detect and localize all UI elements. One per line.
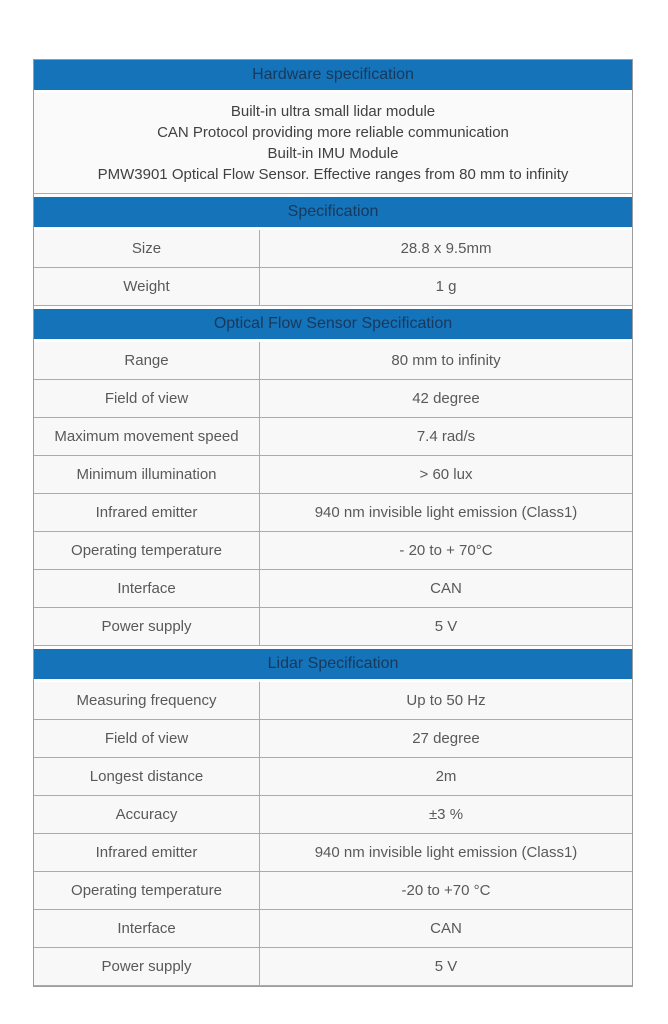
spec-label: Range [34, 342, 260, 379]
specification-table [33, 59, 633, 987]
spec-row [34, 570, 632, 608]
hardware-description-line: Built-in IMU Module [267, 145, 399, 162]
spec-row [34, 720, 632, 758]
spec-label: Power supply [34, 608, 260, 645]
spec-label: Measuring frequency [34, 682, 260, 719]
section-specification [34, 197, 632, 306]
spec-value: -20 to +70 °C [401, 882, 491, 899]
spec-value: - 20 to + 70°C [399, 542, 493, 559]
hardware-description-line: PMW3901 Optical Flow Sensor. Effective ranges from 80 mm to infinity [97, 166, 569, 183]
spec-label: Operating temperature [34, 532, 260, 569]
spec-value: CAN [430, 920, 462, 937]
section-hardware-specification [34, 60, 632, 194]
spec-label: Operating temperature [34, 872, 260, 909]
hardware-description [34, 93, 632, 194]
spec-value: 940 nm invisible light emission (Class1) [314, 504, 578, 521]
spec-label: Maximum movement speed [34, 418, 260, 455]
spec-value: 940 nm invisible light emission (Class1) [314, 844, 578, 861]
spec-label: Infrared emitter [34, 494, 260, 531]
spec-row [34, 948, 632, 986]
spec-row [34, 380, 632, 418]
spec-value: 1 g [435, 278, 457, 295]
spec-row [34, 872, 632, 910]
spec-value: 27 degree [412, 730, 480, 747]
section-optical-flow-sensor-specification [34, 309, 632, 646]
optical-flow-rows [34, 342, 632, 646]
section-lidar-specification [34, 649, 632, 986]
spec-value: 5 V [434, 958, 458, 975]
spec-row [34, 268, 632, 306]
spec-label: Size [34, 230, 260, 267]
spec-row [34, 418, 632, 456]
section-header-lidar-specification: Lidar Specification [34, 649, 632, 679]
spec-label: Infrared emitter [34, 834, 260, 871]
spec-row [34, 834, 632, 872]
spec-label: Power supply [34, 948, 260, 985]
hardware-description-line: CAN Protocol providing more reliable communication [157, 124, 509, 141]
section-header-hardware-specification: Hardware specification [34, 60, 632, 90]
spec-label: Weight [34, 268, 260, 305]
spec-label: Minimum illumination [34, 456, 260, 493]
spec-value: > 60 lux [419, 466, 473, 483]
spec-label: Longest distance [34, 758, 260, 795]
section-header-optical-flow-sensor-specification: Optical Flow Sensor Specification [34, 309, 632, 339]
spec-value: 42 degree [412, 390, 480, 407]
spec-value: 7.4 rad/s [416, 428, 476, 445]
spec-label: Accuracy [34, 796, 260, 833]
spec-value: 5 V [434, 618, 458, 635]
spec-row [34, 758, 632, 796]
spec-value: 28.8 x 9.5mm [400, 240, 492, 257]
spec-value: ±3 % [428, 806, 464, 823]
section-header-specification: Specification [34, 197, 632, 227]
spec-value: 80 mm to infinity [391, 352, 501, 369]
spec-value: 2m [435, 768, 457, 785]
hardware-description-line: Built-in ultra small lidar module [230, 103, 436, 120]
spec-label: Interface [34, 570, 260, 607]
spec-row [34, 608, 632, 646]
spec-label: Interface [34, 910, 260, 947]
spec-row [34, 230, 632, 268]
spec-row [34, 682, 632, 720]
spec-row [34, 910, 632, 948]
spec-row [34, 456, 632, 494]
spec-value: Up to 50 Hz [406, 692, 486, 709]
lidar-rows [34, 682, 632, 986]
spec-row [34, 342, 632, 380]
spec-label: Field of view [34, 720, 260, 757]
spec-label: Field of view [34, 380, 260, 417]
spec-value: CAN [430, 580, 462, 597]
spec-row [34, 532, 632, 570]
spec-row [34, 796, 632, 834]
specification-rows [34, 230, 632, 306]
spec-row [34, 494, 632, 532]
